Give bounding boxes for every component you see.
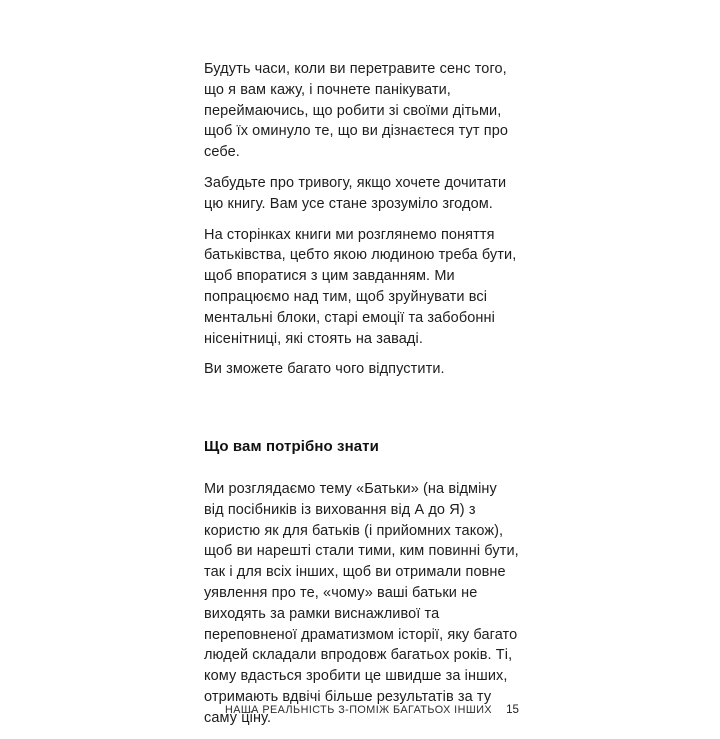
section-heading: Що вам потрібно знати bbox=[204, 438, 379, 456]
page-footer bbox=[225, 703, 519, 716]
page-number: 15 bbox=[506, 703, 519, 716]
running-title: НАША РЕАЛЬНІСТЬ З-ПОМІЖ БАГАТЬОХ ІНШИХ bbox=[224, 704, 493, 716]
paragraph: На сторінках книги ми розглянемо поняття батьківства, цебто якою людиною треба бути, щоб впоратися з цим завданням. Ми попрацюємо над тим, щоб зруйнувати всі ментальні блоки, старі емоції та забобонні нісенітниці, які стоять на заваді. bbox=[204, 226, 517, 347]
paragraph: Будуть часи, коли ви перетравите сенс того, що я вам кажу, і почнете панікувати, переймаючись, що робити зі своїми дітьми, щоб їх оминуло те, що ви дізнаєтеся тут про себе. bbox=[204, 61, 509, 161]
paragraph: Ми розглядаємо тему «Батьки» (на відміну від посібників із виховання від А до Я) з користю як для батьків (і прийомних також), щоб ви нарешті стали тими, ким повинні бути, так і для всіх інших, щоб ви отримали повне уявлення про те, «чому» ваші батьки не виходять за рамки виснажливої та переповненої драматизмом історії, яку багато людей складали впродовж багатьох років. Ті, кому вдасться зробити це швидше за інших, отримають вдвічі більше результатів за ту саму ціну. bbox=[204, 480, 519, 726]
paragraph: Забудьте про тривогу, якщо хочете дочитати цю книгу. Вам усе стане зрозуміло згодом. bbox=[204, 174, 507, 212]
page-content bbox=[204, 59, 519, 739]
paragraph: Ви зможете багато чого відпустити. bbox=[204, 361, 445, 378]
